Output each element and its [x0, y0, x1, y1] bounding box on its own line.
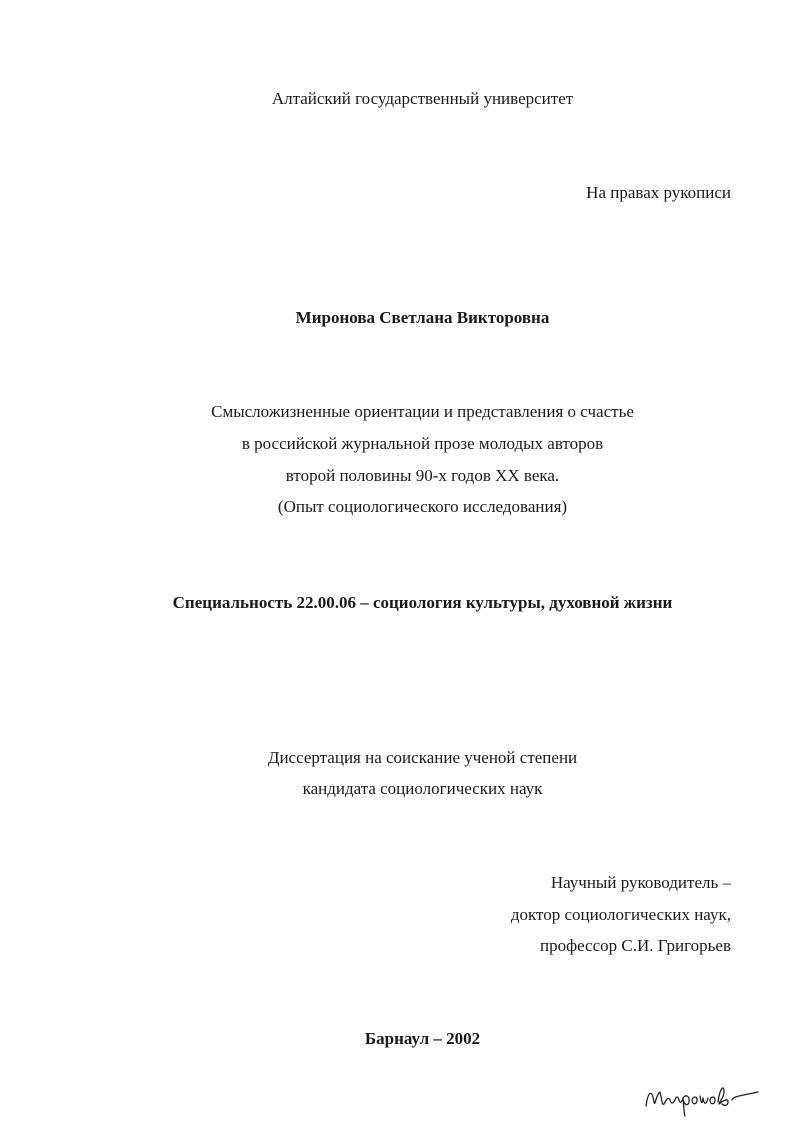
title-line-2: в российской журнальной прозе молодых авторов	[241, 434, 604, 453]
specialty: Специальность 22.00.06 – социология культуры, духовной жизни	[172, 593, 673, 612]
manuscript-note: На правах рукописи	[586, 183, 731, 202]
title-line-1: Смысложизненные ориентации и представления о счастье	[211, 402, 634, 421]
supervisor-line-2: доктор социологических наук,	[510, 905, 731, 924]
handwritten-signature	[640, 1078, 770, 1118]
title-line-4: (Опыт социологического исследования)	[277, 497, 568, 516]
supervisor-line-1: Научный руководитель –	[550, 873, 731, 892]
degree-line-1: Диссертация на соискание ученой степени	[267, 748, 578, 767]
degree-line-2: кандидата социологических наук	[302, 779, 543, 798]
city-year: Барнаул – 2002	[364, 1029, 481, 1048]
supervisor-line-3: профессор С.И. Григорьев	[539, 936, 731, 955]
university-name: Алтайский государственный университет	[271, 89, 574, 108]
author-name: Миронова Светлана Викторовна	[295, 308, 550, 327]
title-line-3: второй половины 90-х годов XX века.	[285, 466, 560, 485]
